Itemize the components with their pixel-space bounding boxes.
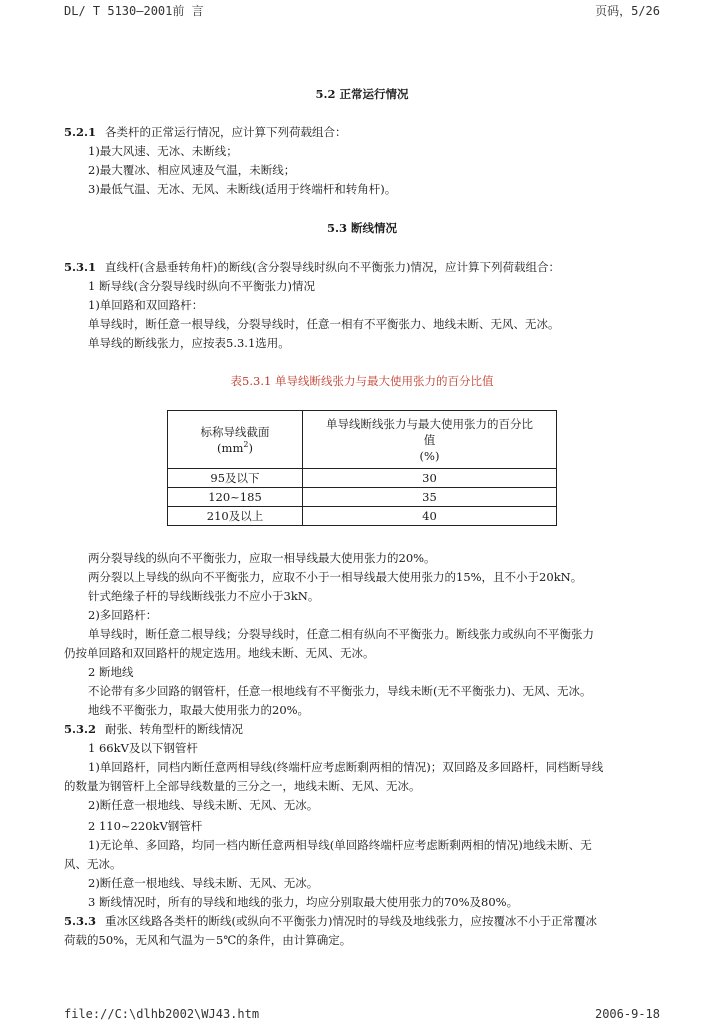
section-5-2-title: 5.2 正常运行情况 [315,87,409,101]
paragraph: 1)单回路和双回路杆： [88,298,204,312]
header-text: (%) [419,448,440,463]
paragraph: 不论带有多少回路的钢管杆，任意一根地线有不平衡张力，导线未断(无不平衡张力)、无风、无冰。 [88,684,592,698]
header-doc-title: DL/ T 5130—2001前 言 [64,4,204,18]
cell-value: 40 [303,507,557,526]
paragraph: 单导线时，断任意二根导线；分裂导线时，任意二相有纵向不平衡张力。断线张力或纵向不平衡张力 [88,627,594,641]
clause-text: 直线杆(含悬垂转角杆)的断线(含分裂导线时纵向不平衡张力)情况，应计算下列荷载组合： [105,260,560,274]
paragraph: 1)单回路杆，同档内断任意两相导线(终端杆应考虑断剩两相的情况)；双回路及多回路杆，同档断导线 [88,760,604,774]
paragraph: 单导线时，断任意一根导线，分裂导线时，任意一相有不平衡张力、地线未断、无风、无冰。 [88,317,560,331]
header-page-number: 页码，5/26 [595,4,660,18]
paragraph: 3 断线情况时，所有的导线和地线的张力，均应分别取最大使用张力的70%及80%。 [88,895,519,909]
paragraph: 两分裂导线的纵向不平衡张力，应取一相导线最大使用张力的20%。 [88,551,436,565]
paragraph: 1 断导线(含分裂导线时纵向不平衡张力)情况 [88,279,315,293]
clause-5-2-1 [64,124,347,140]
break-tension-table [167,410,557,526]
paragraph: 1 66kV及以下钢管杆 [88,741,198,755]
list-item: 3)最低气温、无冰、无风、未断线(适用于终端杆和转角杆)。 [88,182,397,196]
cell-section: 210及以上 [168,507,303,526]
paragraph: 两分裂以上导线的纵向不平衡张力，应取不小于一相导线最大使用张力的15%，且不小于20kN。 [88,570,583,584]
clause-text: 耐张、转角型杆的断线情况 [105,722,244,736]
cell-value: 35 [303,488,557,507]
clause-5-3-2 [64,721,243,737]
clause-number: 5.3.1 [64,260,97,274]
paragraph: 的数量为钢管杆上全部导线数量的三分之一，地线未断、无风、无冰。 [64,779,421,793]
paragraph: 单导线的断线张力，应按表5.3.1选用。 [88,336,290,350]
table-row [168,488,557,507]
paragraph: 2)断任意一根地线、导线未断、无风、无冰。 [88,798,319,812]
list-item: 2)最大覆冰、相应风速及气温，未断线； [88,163,296,177]
footer-file-link[interactable]: file://C:\dlhb2002\WJ43.htm [64,1007,260,1021]
list-item: 1)最大风速、无冰、未断线； [88,144,238,158]
clause-number: 5.2.1 [64,125,97,139]
footer-date: 2006-9-18 [594,1007,660,1021]
cell-section: 120~185 [168,488,303,507]
table-row [168,507,557,526]
paragraph: 荷载的50%，无风和气温为－5℃的条件，由计算确定。 [64,933,352,947]
paragraph: 2 断地线 [88,665,134,679]
header-text: 单导线断线张力与最大使用张力的百分比 [326,416,533,431]
cell-value: 30 [303,469,557,488]
section-5-3-title: 5.3 断线情况 [326,221,397,235]
paragraph: 仍按单回路和双回路杆的规定选用。地线未断、无风、无冰。 [64,646,375,660]
header-text: 值 [423,432,436,447]
table-row [168,469,557,488]
clause-number: 5.3.2 [64,722,97,736]
clause-number: 5.3.3 [64,914,97,928]
clause-5-3-3 [64,913,597,929]
paragraph: 2)断任意一根地线、导线未断、无风、无冰。 [88,876,319,890]
paragraph: 1)无论单、多回路，均同一档内断任意两相导线(单回路终端杆应考虑断剩两相的情况)地线未断、无 [88,838,592,852]
paragraph: 2 110~220kV钢管杆 [88,819,203,833]
paragraph: 2)多回路杆： [88,608,158,622]
clause-5-3-1 [64,259,560,275]
clause-text: 重冰区线路各类杆的断线(或纵向不平衡张力)情况时的导线及地线张力，应按覆冰不小于正常覆冰 [105,914,597,928]
header-cell-section [168,411,303,469]
paragraph: 地线不平衡张力，取最大使用张力的20%。 [88,703,310,717]
table-header-row [168,411,557,469]
cell-section: 95及以下 [168,469,303,488]
header-cell-percentage [303,411,557,469]
clause-text: 各类杆的正常运行情况，应计算下列荷载组合： [105,125,347,139]
header-text: 标称导线截面 [200,424,270,439]
header-unit: $(mm^2)$ [217,439,253,455]
paragraph: 风、无冰。 [64,857,122,871]
paragraph: 针式绝缘子杆的导线断线张力不应小于3kN。 [88,589,320,603]
table-title: 表5.3.1 单导线断线张力与最大使用张力的百分比值 [230,374,494,388]
